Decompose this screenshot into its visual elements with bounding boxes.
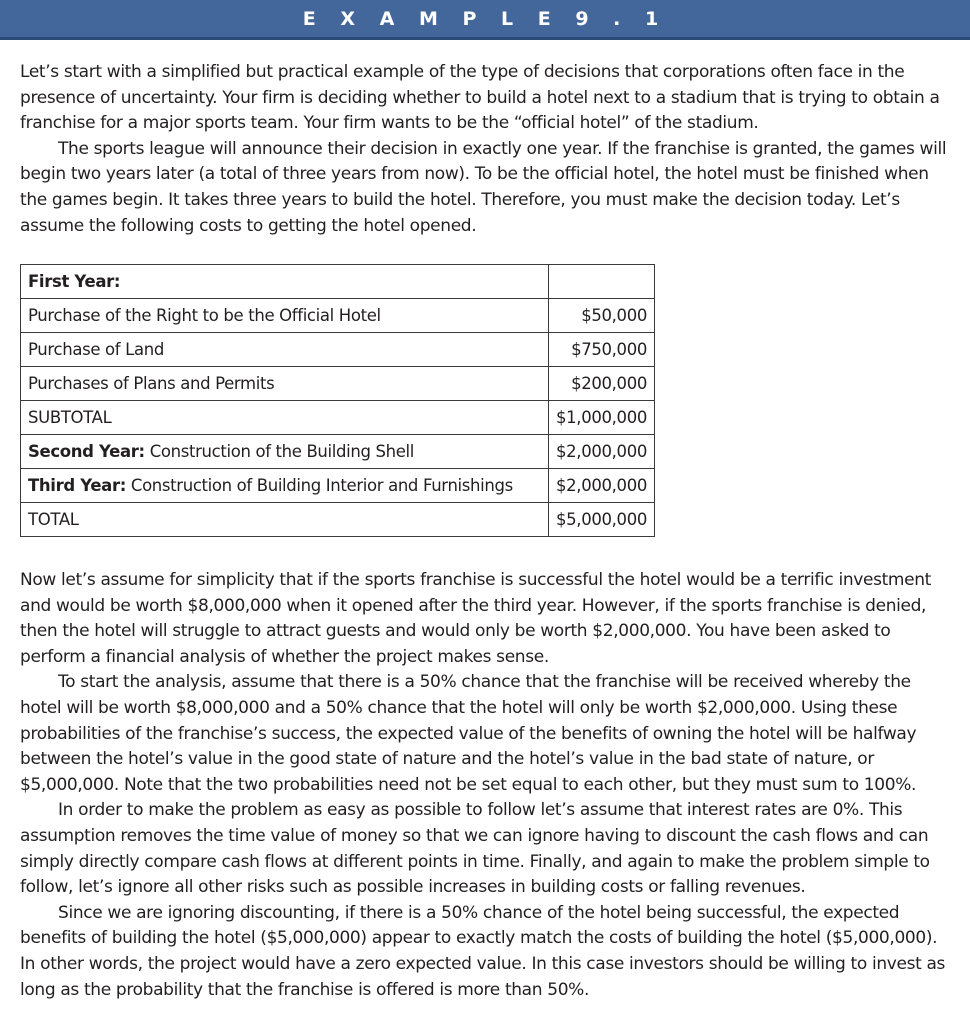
third-year-cell bbox=[21, 469, 549, 503]
cost-label: Purchase of the Right to be the Official Hotel bbox=[21, 299, 549, 333]
analysis-paragraph-4: Since we are ignoring discounting, if there is a 50% chance of the hotel being successful, the expected benefits of building the hotel ($5,000,000) appear to exactly match the costs of building the hotel ($5,000,000). In other words, the project would have a zero expected value. In this case investors should be willing to invest as long as the probability that the franchise is offered is more than 50%. bbox=[20, 902, 946, 1000]
third-year-label: Construction of Building Interior and Furnishings bbox=[126, 476, 513, 495]
cost-amount: $200,000 bbox=[549, 367, 655, 401]
table-row bbox=[21, 367, 655, 401]
analysis-paragraph-3: In order to make the problem as easy as possible to follow let’s assume that interest rates are 0%. This assumption removes the time value of money so that we can ignore having to discount the cash flows and can simply directly compare cash flows at different points in time. Finally, and again to make the problem simple to follow, let’s ignore all other risks such as possible increases in building costs or falling revenues. bbox=[20, 800, 930, 898]
example-header-banner bbox=[0, 0, 970, 40]
analysis-paragraph-2: To start the analysis, assume that there is a 50% chance that the franchise will be received whereby the hotel will be worth $8,000,000 and a 50% chance that the hotel will only be worth $2,000,000. Using these probabilities of the franchise’s success, the expected value of the benefits of owning the hotel will be halfway between the hotel’s value in the good state of nature and the hotel’s value in the bad state of nature, or $5,000,000. Note that the two probabilities need not be set equal to each other, but they must sum to 100%. bbox=[20, 672, 917, 795]
table-row bbox=[21, 299, 655, 333]
second-year-cell bbox=[21, 435, 549, 469]
subtotal-label: SUBTOTAL bbox=[21, 401, 549, 435]
intro-section bbox=[20, 60, 955, 239]
second-year-label: Construction of the Building Shell bbox=[144, 442, 414, 461]
total-amount: $5,000,000 bbox=[549, 503, 655, 537]
third-year-heading: Third Year: bbox=[28, 476, 126, 495]
table-row bbox=[21, 503, 655, 537]
table-row bbox=[21, 469, 655, 503]
hotel-costs-table bbox=[20, 264, 655, 537]
table-row bbox=[21, 333, 655, 367]
analysis-section bbox=[20, 568, 955, 1003]
cost-amount: $50,000 bbox=[549, 299, 655, 333]
empty-amount-cell bbox=[549, 265, 655, 299]
cost-label: Purchases of Plans and Permits bbox=[21, 367, 549, 401]
analysis-paragraph-1: Now let’s assume for simplicity that if the sports franchise is successful the hotel would be a terrific investment and would be worth $8,000,000 when it opened after the third year. However, if the sports franchise is denied, then the hotel will struggle to attract guests and would only be worth $2,000,000. You have been asked to perform a financial analysis of whether the project makes sense. bbox=[20, 570, 931, 667]
first-year-label: First Year: bbox=[21, 265, 549, 299]
cost-label: Purchase of Land bbox=[21, 333, 549, 367]
intro-paragraph-2: The sports league will announce their decision in exactly one year. If the franchise is granted, the games will begin two years later (a total of three years from now). To be the official hotel, the hotel must be finished when the games begin. It takes three years to build the hotel. Therefore, you must make the decision today. Let’s assume the following costs to getting the hotel opened. bbox=[20, 138, 947, 236]
second-year-amount: $2,000,000 bbox=[549, 435, 655, 469]
cost-amount: $750,000 bbox=[549, 333, 655, 367]
third-year-amount: $2,000,000 bbox=[549, 469, 655, 503]
table-row bbox=[21, 435, 655, 469]
example-title: E X A M P L E 9 . 1 bbox=[302, 8, 668, 30]
second-year-heading: Second Year: bbox=[28, 442, 145, 461]
table-row bbox=[21, 265, 655, 299]
table-row bbox=[21, 401, 655, 435]
intro-paragraph-1: Let’s start with a simplified but practical example of the type of decisions that corporations often face in the presence of uncertainty. Your firm is deciding whether to build a hotel next to a stadium that is trying to obtain a franchise for a major sports team. Your firm wants to be the “official hotel” of the stadium. bbox=[20, 62, 940, 134]
subtotal-amount: $1,000,000 bbox=[549, 401, 655, 435]
total-label: TOTAL bbox=[21, 503, 549, 537]
